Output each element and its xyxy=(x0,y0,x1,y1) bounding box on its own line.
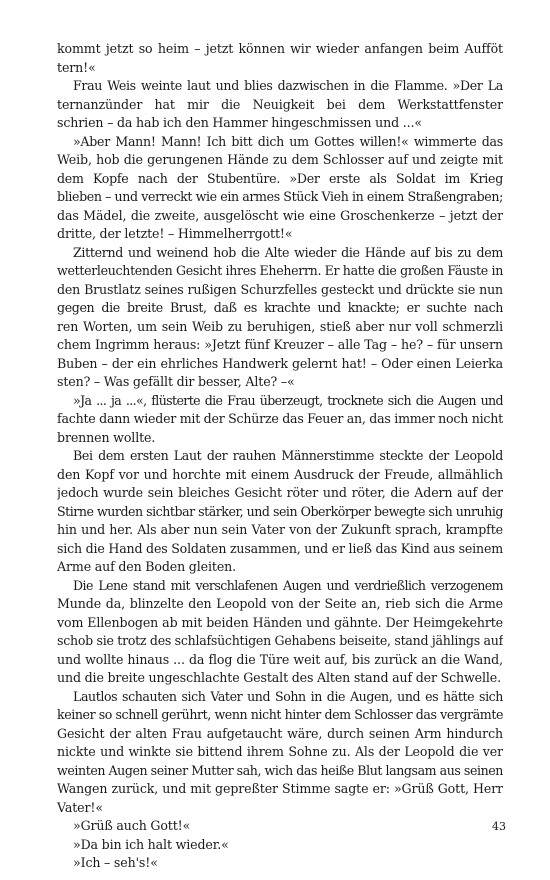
text-line: sich die Hand des Soldaten zusammen, und er ließ das Kind aus seinem xyxy=(57,540,503,556)
text-line: chem Ingrimm heraus: »Jetzt fünf Kreuzer – alle Tag – he? – für unsern xyxy=(57,337,503,352)
text-line: keiner so schnell gerührt, wenn nicht hinter dem Schlosser das vergrämte xyxy=(57,707,503,722)
text-line: schob sie trotz des schlafsüchtigen Gehabens beiseite, stand jählings auf xyxy=(57,633,503,648)
text-line: Munde da, blinzelte den Leopold von der Seite an, rieb sich die Arme xyxy=(57,596,503,611)
text-line: Frau Weis weinte laut und blies dazwischen in die Flamme. »Der La xyxy=(73,78,503,93)
text-line: und die breite ungeschlachte Gestalt des Alten stand auf der Schwelle. xyxy=(57,670,502,685)
text-line: fachte dann wieder mit der Schürze das Feuer an, das immer noch nicht xyxy=(57,411,503,426)
text-line: Wangen zurück, und mit gepreßter Stimme sagte er: »Grüß Gott, Herr xyxy=(57,781,503,796)
text-line: den Kopf vor und horchte mit einem Ausdruck der Freude, allmählich xyxy=(57,466,503,482)
text-line: gegen die breite Brust, daß es krachte und knackte; er suchte nach xyxy=(57,300,503,315)
text-line: »Da bin ich halt wieder.« xyxy=(73,836,229,852)
text-line: Weib, hob die gerungenen Hände zu dem Schlosser auf und zeigte mit xyxy=(57,152,503,167)
text-line: Bei dem ersten Laut der rauhen Männerstimme steckte der Leopold xyxy=(73,448,503,463)
text-line: ternanzünder hat mir die Neuigkeit bei dem Werkstattfenster xyxy=(57,96,503,112)
text-line: brennen wollte. xyxy=(57,429,156,445)
text-line: Vater!« xyxy=(57,799,103,815)
text-line: tern!« xyxy=(57,59,96,75)
text-line: »Grüß auch Gott!« xyxy=(73,818,191,833)
body-text xyxy=(57,40,503,873)
text-line: schrien – da hab ich den Hammer hingeschmissen und ...« xyxy=(57,115,422,130)
text-line: hin und her. Als aber nun sein Vater von der Zukunft sprach, krampfte xyxy=(57,522,503,537)
text-line: jedoch wurde sein bleiches Gesicht röter und röter, die Adern auf der xyxy=(57,485,503,500)
text-line: das Mädel, die zweite, ausgelöscht wie eine Groschenkerze – jetzt der xyxy=(57,207,503,223)
text-line: »Ja ... ja ...«, flüsterte die Frau überzeugt, trocknete sich die Augen und xyxy=(73,392,503,408)
text-line: sten? – Was gefällt dir besser, Alte? –« xyxy=(57,374,295,389)
text-line: Die Lene stand mit verschlafenen Augen und verdrießlich verzogenem xyxy=(73,577,503,593)
text-line: dem Kopfe nach der Stubentüre. »Der erste als Soldat im Krieg xyxy=(57,170,503,186)
text-line: blieben – und verreckt wie ein armes Stück Vieh in einem Straßengraben; xyxy=(57,189,503,204)
text-line: wetterleuchtenden Gesicht ihres Eheherrn. Er hatte die großen Fäuste in xyxy=(57,263,503,278)
text-line: Lautlos schauten sich Vater und Sohn in die Augen, und es hätte sich xyxy=(73,688,503,704)
text-line: Buben – der ein ehrliches Handwerk gelernt hat! – Oder einen Leierka xyxy=(57,355,503,371)
text-line: vom Ellenbogen ab mit beiden Händen und gähnte. Der Heimgekehrte xyxy=(57,614,503,630)
page-number: 43 xyxy=(492,820,506,833)
text-line: weinten Augen seiner Mutter sah, wich das heiße Blut langsam aus seinen xyxy=(57,762,503,778)
text-line: Gesicht der alten Frau aufgetaucht wäre, durch seinen Arm hindurch xyxy=(57,725,503,741)
text-line: den Brustlatz seines rußigen Schurzfelles gesteckt und drückte sie nun xyxy=(57,281,503,297)
text-line: Zitternd und weinend hob die Alte wieder die Hände auf bis zu dem xyxy=(73,244,503,260)
text-line: und wollte hinaus ... da flog die Türe weit auf, bis zurück an die Wand, xyxy=(57,651,503,667)
text-line: ren Worten, um sein Weib zu beruhigen, stieß aber nur voll schmerzli xyxy=(57,318,503,334)
text-line: Stirne wurden sichtbar stärker, und sein Oberkörper bewegte sich unruhig xyxy=(57,503,503,519)
text-line: »Aber Mann! Mann! Ich bitt dich um Gottes willen!« wimmerte das xyxy=(73,133,503,149)
text-line: »Ich – seh's!« xyxy=(73,855,158,870)
text-line: kommt jetzt so heim – jetzt können wir wieder anfangen beim Aufföt xyxy=(57,41,503,56)
text-line: dritte, der letzte! – Himmelherrgott!« xyxy=(57,226,293,241)
text-line: nickte und winkte sie bittend ihrem Sohne zu. Als der Leopold die ver xyxy=(57,744,503,759)
text-line: Arme auf den Boden gleiten. xyxy=(57,559,237,574)
